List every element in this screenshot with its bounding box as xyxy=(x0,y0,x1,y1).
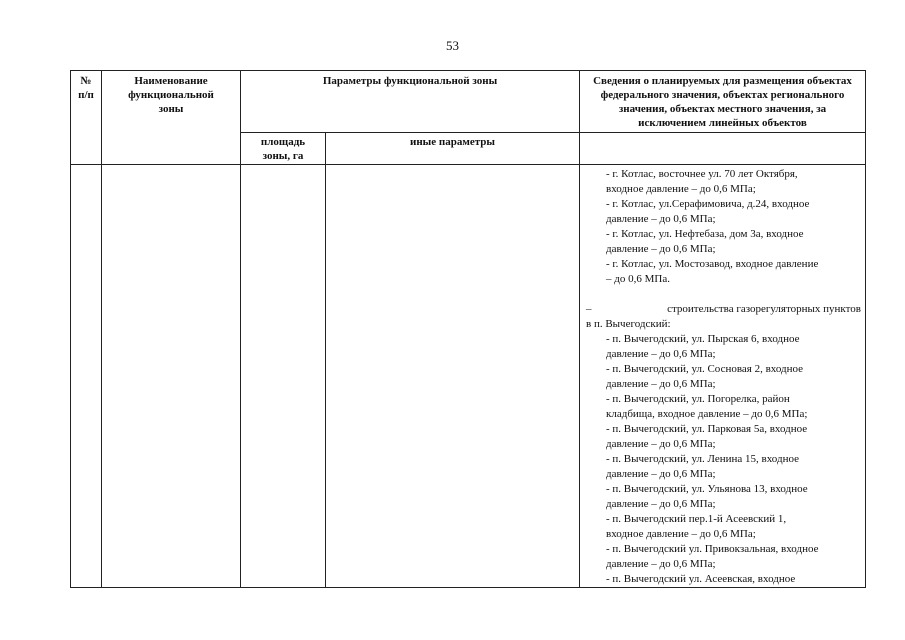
list-item: давление – до 0,6 МПа; xyxy=(606,468,716,480)
list-item: - п. Вычегодский, ул. Сосновая 2, входное xyxy=(606,363,804,375)
list-item: - п. Вычегодский, ул. Парковая 5а, входное xyxy=(606,423,808,435)
list-item: - г. Котлас, ул.Серафимовича, д.24, входное xyxy=(606,198,810,210)
list-item: давление – до 0,6 МПа; xyxy=(606,348,716,360)
planned-objects-text xyxy=(586,167,861,587)
list-item: - п. Вычегодский ул. Привокзальная, входное xyxy=(606,543,819,555)
list-item: – до 0,6 МПа. xyxy=(606,273,670,285)
list-item: входное давление – до 0,6 МПа; xyxy=(606,183,756,195)
header-empty-cell xyxy=(580,133,866,165)
header-zone-area: площадь зоны, га xyxy=(241,133,326,165)
zone-parameters-table xyxy=(70,70,866,588)
cell-number xyxy=(71,165,102,588)
cell-zone-name xyxy=(102,165,241,588)
section-heading xyxy=(586,302,861,317)
cell-other-parameters xyxy=(326,165,580,588)
heading-dash: – xyxy=(586,303,592,315)
heading-text: строительства газорегуляторных пунктов xyxy=(667,303,861,315)
list-item: - п. Вычегодский, ул. Погорелка, район xyxy=(606,393,790,405)
list-item: давление – до 0,6 МПа; xyxy=(606,378,716,390)
header-row-1 xyxy=(71,71,866,133)
list-item: - п. Вычегодский, ул. Ульянова 13, входное xyxy=(606,483,808,495)
page-number: 53 xyxy=(446,38,459,53)
header-zone-parameters: Параметры функциональной зоны xyxy=(241,71,580,133)
list-item: давление – до 0,6 МПа; xyxy=(606,558,716,570)
list-item: - г. Котлас, ул. Мостозавод, входное давление xyxy=(606,258,819,270)
list-item: - п. Вычегодский, ул. Ленина 15, входное xyxy=(606,453,799,465)
list-item: кладбища, входное давление – до 0,6 МПа; xyxy=(606,408,808,420)
section-heading-line2: в п. Вычегодский: xyxy=(586,318,671,330)
list-item: - п. Вычегодский ул. Асеевская, входное xyxy=(606,573,796,585)
cell-planned-objects xyxy=(580,165,866,588)
list-item: - г. Котлас, восточнее ул. 70 лет Октября, xyxy=(606,168,798,180)
list-item: входное давление – до 0,6 МПа; xyxy=(606,528,756,540)
header-planned-objects: Сведения о планируемых для размещения объектах федерального значения, объектах регионального значения, объектах местного значения, за исключением линейных объектов xyxy=(580,71,866,133)
header-other-parameters: иные параметры xyxy=(326,133,580,165)
list-item: давление – до 0,6 МПа; xyxy=(606,438,716,450)
header-number: № п/п xyxy=(71,71,102,165)
list-item: давление – до 0,6 МПа; xyxy=(606,213,716,225)
header-zone-name: Наименование функциональной зоны xyxy=(102,71,241,165)
cell-zone-area xyxy=(241,165,326,588)
list-item: - п. Вычегодский пер.1-й Асеевский 1, xyxy=(606,513,787,525)
table-row xyxy=(71,165,866,588)
list-item: - г. Котлас, ул. Нефтебаза, дом 3а, входное xyxy=(606,228,804,240)
list-item: давление – до 0,6 МПа; xyxy=(606,243,716,255)
list-item: - п. Вычегодский, ул. Пырская 6, входное xyxy=(606,333,800,345)
list-item: давление – до 0,6 МПа; xyxy=(606,498,716,510)
